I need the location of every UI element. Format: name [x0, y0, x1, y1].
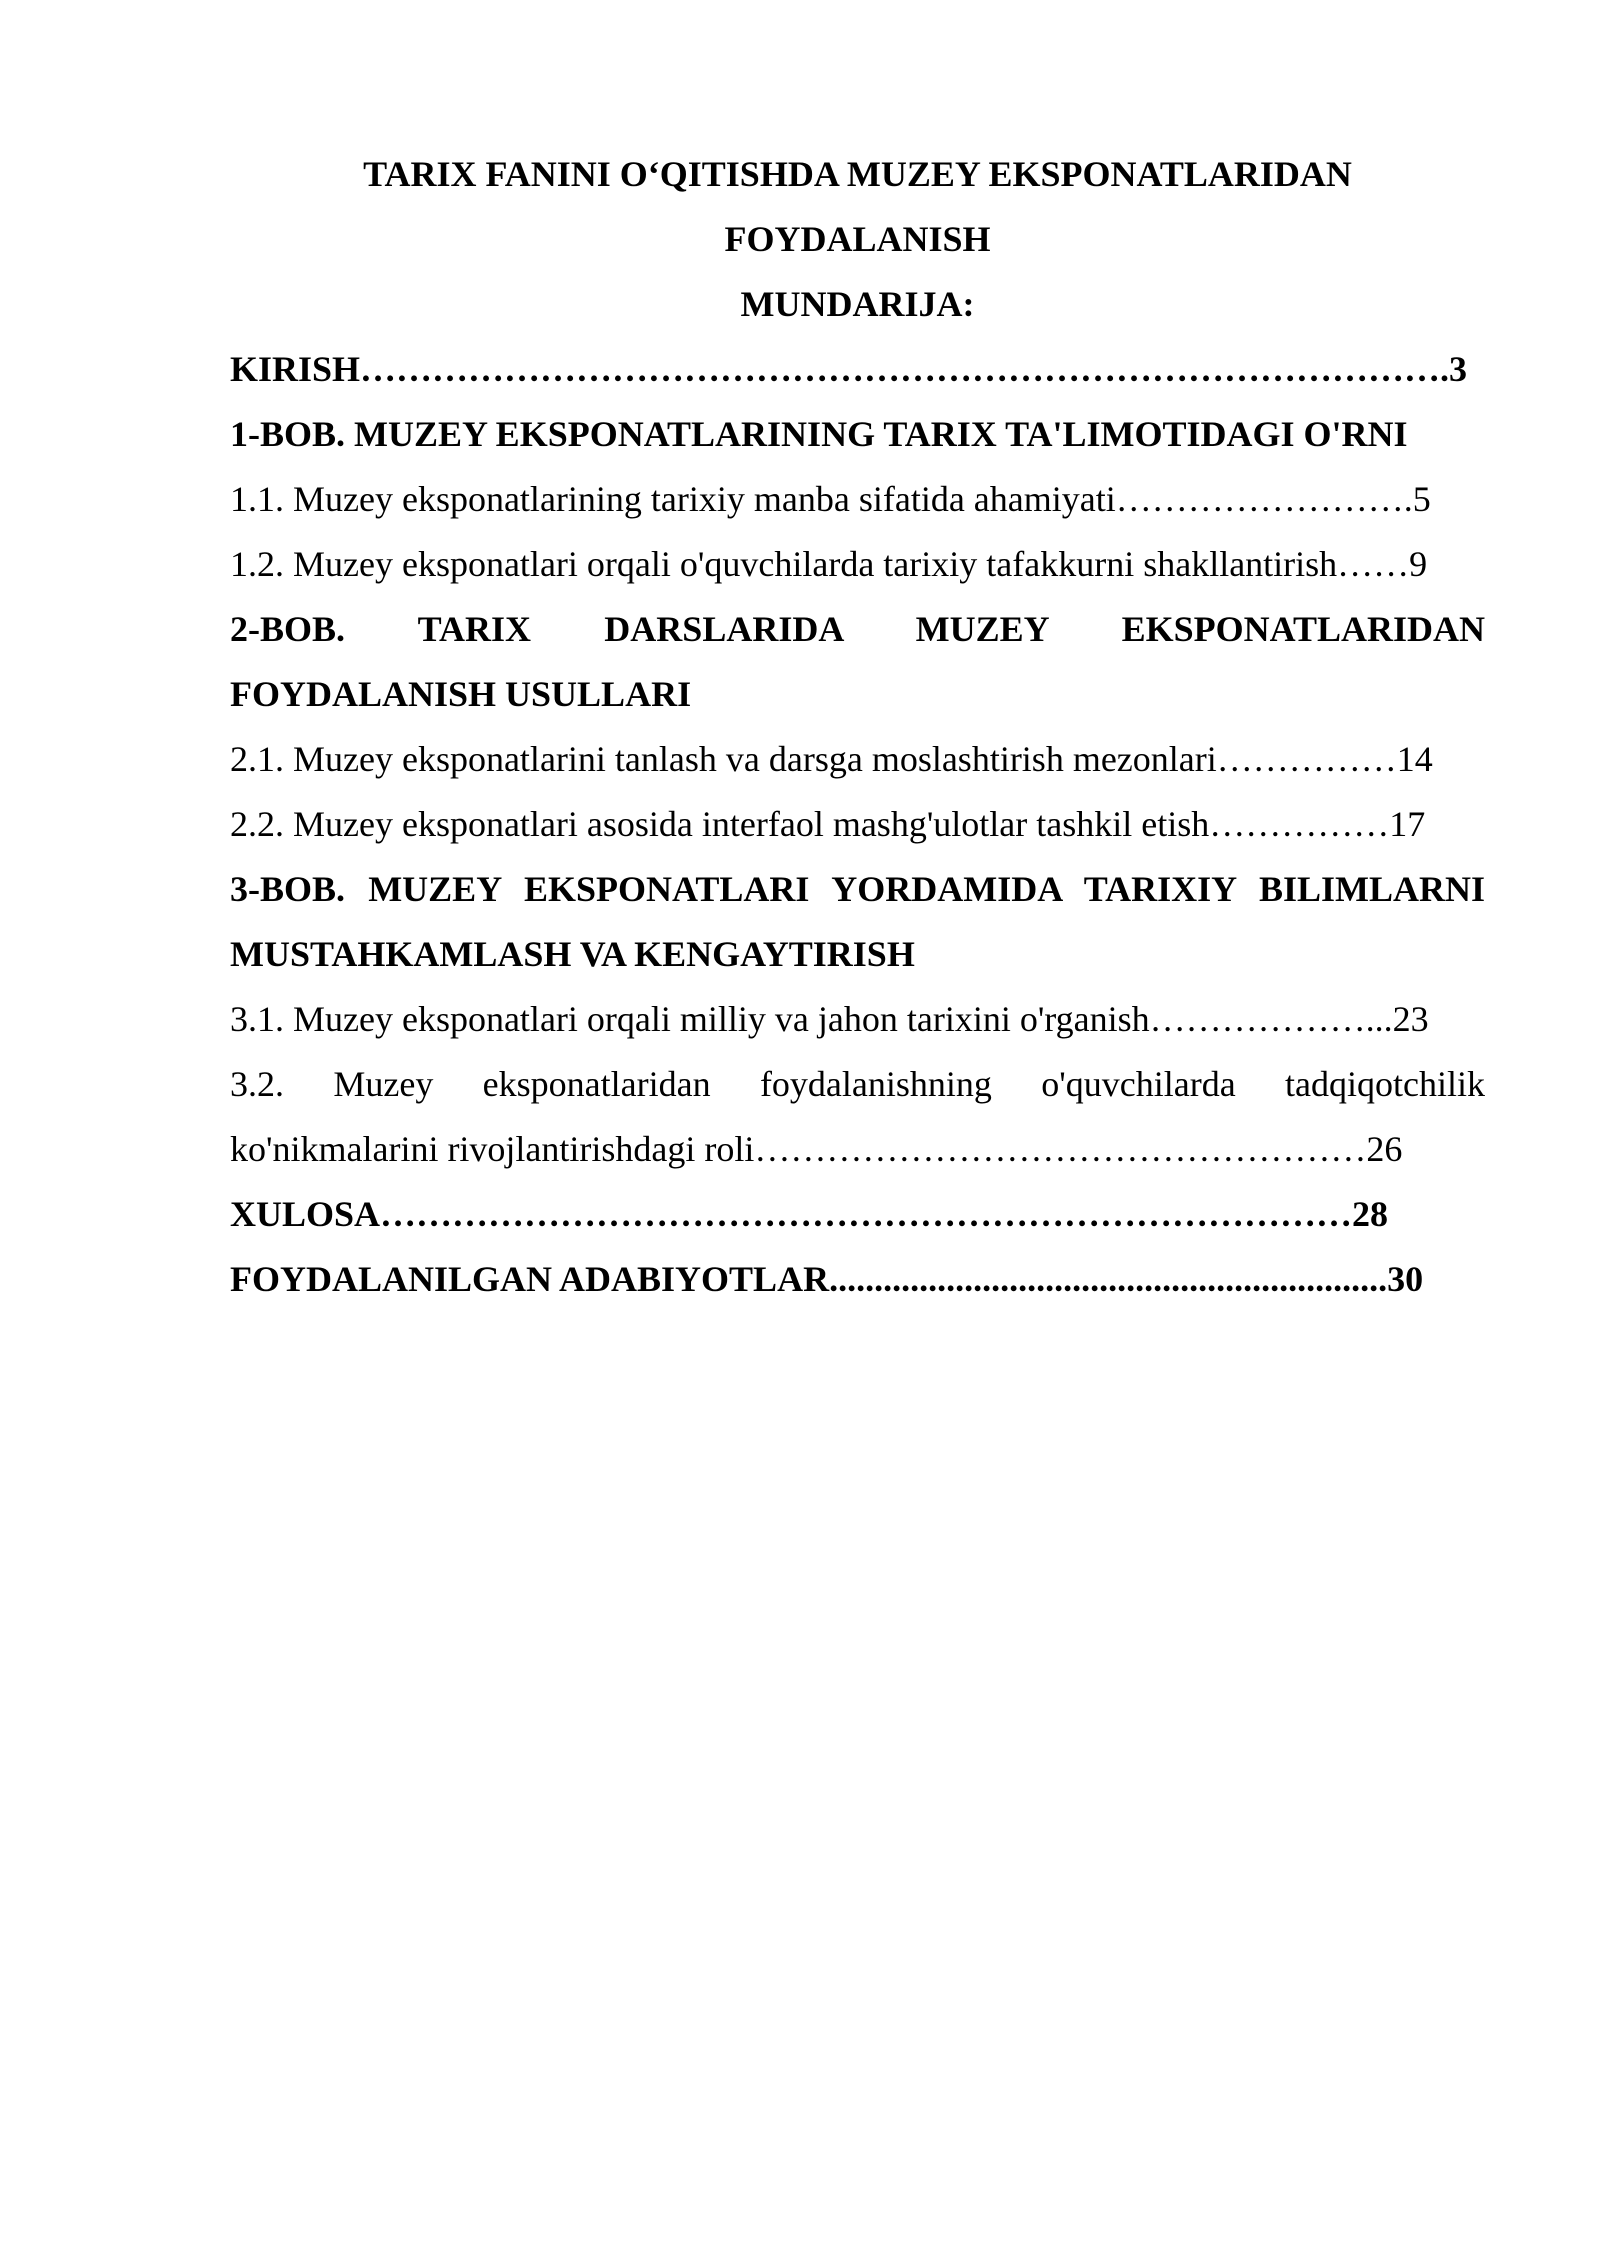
toc-entry-chapter-3-cont: MUSTAHKAMLASH VA KENGAYTIRISH [230, 934, 915, 974]
toc-entry-chapter-2: 2-BOB. TARIX DARSLARIDA MUZEY EKSPONATLARIDAN [230, 609, 1485, 649]
document-title-line-1: TARIX FANINI O‘QITISHDA MUZEY EKSPONATLARIDAN [363, 154, 1352, 194]
toc-entry-adabiyotlar: FOYDALANILGAN ADABIYOTLAR..............................................................30 [230, 1259, 1424, 1299]
toc-entry-chapter-3: 3-BOB. MUZEY EKSPONATLARI YORDAMIDA TARIXIY BILIMLARNI [230, 869, 1485, 909]
toc-entry-xulosa: XULOSA………………………………………………………………………28 [230, 1194, 1389, 1234]
toc-entry-section-3-2: 3.2. Muzey eksponatlaridan foydalanishning o'quvchilarda tadqiqotchilik [230, 1064, 1485, 1104]
toc-entry-section-2-1: 2.1. Muzey eksponatlarini tanlash va darsga moslashtirish mezonlari……………14 [230, 739, 1433, 779]
toc-entry-section-1-2: 1.2. Muzey eksponatlari orqali o'quvchilarda tarixiy tafakkurni shakllantirish……9 [230, 544, 1428, 584]
toc-entry-section-3-2-cont: ko'nikmalarini rivojlantirishdagi roli……………………………………………26 [230, 1129, 1403, 1169]
toc-entry-section-3-1: 3.1. Muzey eksponatlari orqali milliy va jahon tarixini o'rganish………………...23 [230, 999, 1429, 1039]
toc-entry-chapter-2-cont: FOYDALANISH USULLARI [230, 674, 692, 714]
toc-entry-chapter-1: 1-BOB. MUZEY EKSPONATLARINING TARIX TA'LIMOTIDAGI O'RNI [230, 414, 1408, 454]
toc-entry-section-2-2: 2.2. Muzey eksponatlari asosida interfaol mashg'ulotlar tashkil etish……………17 [230, 804, 1426, 844]
document-title-line-2: FOYDALANISH [724, 219, 991, 259]
toc-entry-kirish: KIRISH……………………………………………………………………………….3 [230, 349, 1468, 389]
toc-heading: MUNDARIJA: [740, 284, 975, 324]
toc-entry-section-1-1: 1.1. Muzey eksponatlarining tarixiy manba sifatida ahamiyati…………………….5 [230, 479, 1431, 519]
